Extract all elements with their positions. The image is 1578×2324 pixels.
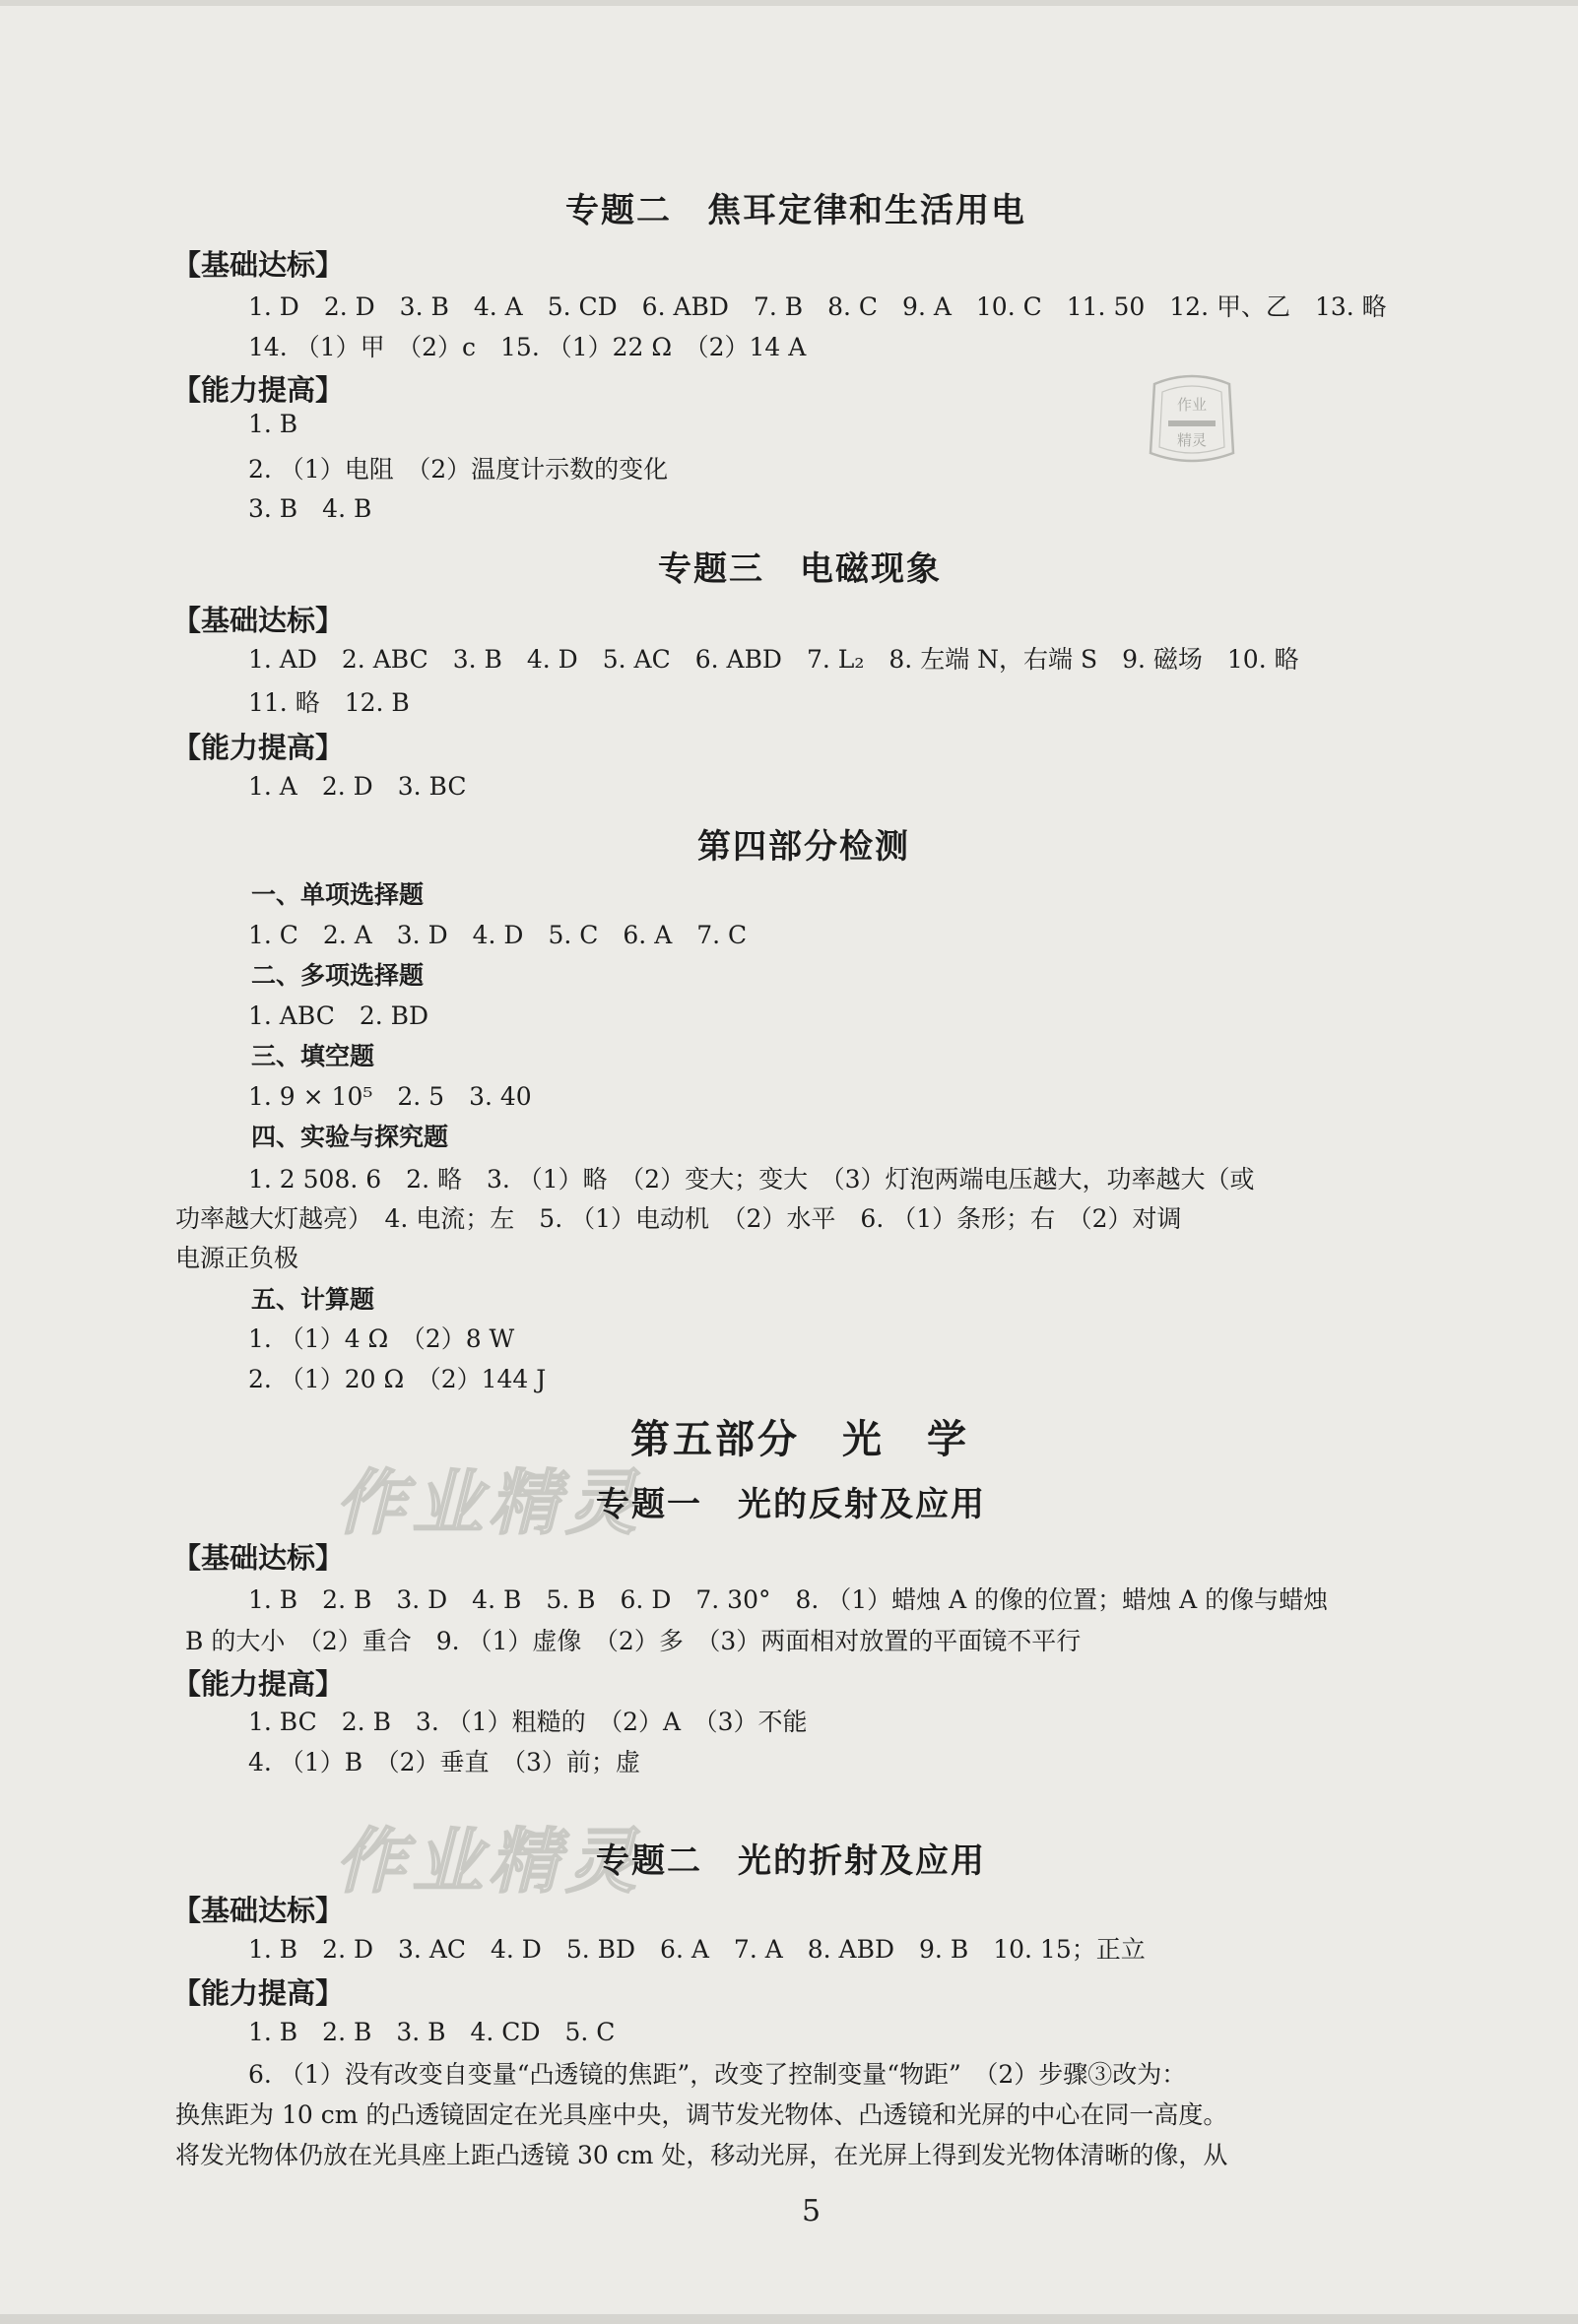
section-title-electromagnetism: 专题三 电磁现象: [658, 549, 942, 589]
basic-label: 【基础达标】: [172, 1541, 345, 1575]
scan-edge-top: [0, 0, 1578, 6]
watermark: 作业精灵: [335, 1461, 643, 1544]
answer-line: 1. A 2. D 3. BC: [248, 772, 467, 801]
scan-edge-bottom: [0, 2314, 1578, 2324]
answer-line: 4. （1）B （2）垂直 （3）前；虚: [248, 1748, 640, 1776]
section-title-joule-law: 专题二 焦耳定律和生活用电: [565, 191, 1026, 230]
answer-line: 1. B: [248, 410, 298, 438]
question-type-label: 五、计算题: [251, 1285, 375, 1314]
answer-line: 1. D 2. D 3. B 4. A 5. CD 6. ABD 7. B 8. C 9. A 10. C 11. 50 12. 甲、乙 13. 略: [248, 292, 1387, 321]
question-type-label: 二、多项选择题: [251, 961, 425, 990]
answer-line: 14. （1）甲 （2）c 15. （1）22 Ω （2）14 A: [248, 333, 807, 361]
answer-line: 2. （1）20 Ω （2）144 J: [248, 1365, 547, 1393]
answer-line: 1. BC 2. B 3. （1）粗糙的 （2）A （3）不能: [248, 1708, 808, 1736]
answer-line: 1. 2 508. 6 2. 略 3. （1）略 （2）变大；变大 （3）灯泡两端电压越大，功率越大（或: [248, 1165, 1255, 1194]
basic-label: 【基础达标】: [172, 248, 345, 282]
question-type-label: 三、填空题: [251, 1042, 375, 1070]
answer-line: 1. 9 × 10⁵ 2. 5 3. 40: [248, 1082, 532, 1111]
answer-line: 1. ABC 2. BD: [248, 1001, 429, 1030]
answer-line: 1. B 2. B 3. D 4. B 5. B 6. D 7. 30° 8. （1）蜡烛 A 的像的位置；蜡烛 A 的像与蜡烛: [248, 1585, 1329, 1614]
stamp-text: 精灵: [1176, 431, 1208, 449]
answer-line: 功率越大灯越亮） 4. 电流；左 5. （1）电动机 （2）水平 6. （1）条形；右 （2）对调: [175, 1204, 1182, 1233]
answer-line: 11. 略 12. B: [248, 688, 410, 717]
advanced-label: 【能力提高】: [172, 1667, 345, 1701]
question-type-label: 一、单项选择题: [251, 880, 425, 909]
answer-line: 换焦距为 10 cm 的凸透镜固定在光具座中央，调节发光物体、凸透镜和光屏的中心在同一高度。: [175, 2100, 1228, 2129]
basic-label: 【基础达标】: [172, 1894, 345, 1927]
answer-line: 1. C 2. A 3. D 4. D 5. C 6. A 7. C: [248, 921, 748, 949]
answer-line: B 的大小 （2）重合 9. （1）虚像 （2）多 （3）两面相对放置的平面镜不平行: [185, 1627, 1082, 1655]
answer-line: 将发光物体仍放在光具座上距凸透镜 30 cm 处，移动光屏，在光屏上得到发光物体清晰的像，从: [175, 2141, 1228, 2169]
answer-line: 2. （1）电阻 （2）温度计示数的变化: [248, 455, 669, 484]
stamp-logo: [1143, 366, 1241, 475]
section-title-refraction: 专题二 光的折射及应用: [596, 1841, 986, 1881]
answer-line: 1. B 2. B 3. B 4. CD 5. C: [248, 2018, 616, 2046]
answer-line: 6. （1）没有改变自变量“凸透镜的焦距”，改变了控制变量“物距” （2）步骤③改为：: [248, 2060, 1187, 2089]
section-title-part4-test: 第四部分检测: [697, 827, 910, 867]
section-title-reflection: 专题一 光的反射及应用: [596, 1485, 986, 1524]
advanced-label: 【能力提高】: [172, 731, 345, 764]
advanced-label: 【能力提高】: [172, 1976, 345, 2010]
answer-line: 1. B 2. D 3. AC 4. D 5. BD 6. A 7. A 8. ABD 9. B 10. 15；正立: [248, 1935, 1146, 1964]
basic-label: 【基础达标】: [172, 604, 345, 637]
question-type-label: 四、实验与探究题: [251, 1123, 449, 1151]
answer-line: 3. B 4. B: [248, 494, 372, 523]
page-number: 5: [802, 2194, 822, 2228]
watermark: 作业精灵: [335, 1820, 643, 1903]
advanced-label: 【能力提高】: [172, 373, 345, 407]
answer-line: 1. （1）4 Ω （2）8 W: [248, 1324, 515, 1353]
stamp-text: 作业: [1176, 396, 1208, 414]
answer-line: 电源正负极: [175, 1244, 299, 1272]
part-title-optics: 第五部分 光 学: [630, 1417, 969, 1462]
answer-line: 1. AD 2. ABC 3. B 4. D 5. AC 6. ABD 7. L₂ 8. 左端 N，右端 S 9. 磁场 10. 略: [248, 645, 1299, 674]
